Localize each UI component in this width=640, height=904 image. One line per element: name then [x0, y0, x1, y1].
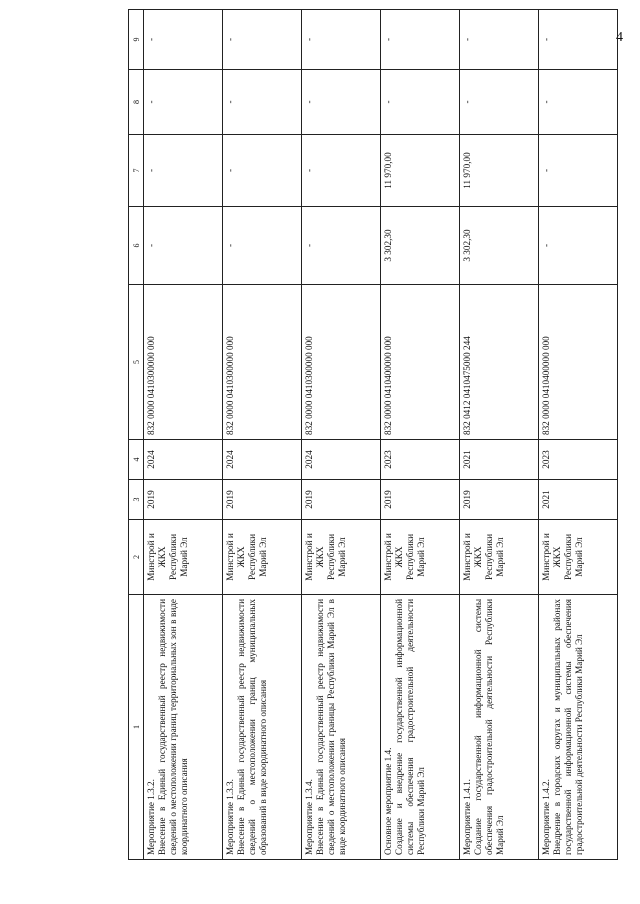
budget-code-cell: 832 0000 0410300000 000 — [223, 285, 302, 440]
table-row — [539, 10, 618, 860]
measure-title: Мероприятие 1.3.2. — [146, 779, 156, 855]
measure-text: Внесение в Единый государственный реестр недвижимости сведений о местоположении границ территориальных зон в виде координатного описания — [157, 599, 189, 855]
end-year-cell: 2021 — [460, 440, 539, 480]
column-header: 3 — [129, 480, 144, 520]
value-cell-6: - — [223, 207, 302, 285]
column-header: 7 — [129, 135, 144, 207]
column-header: 4 — [129, 440, 144, 480]
table-row — [144, 10, 223, 860]
executor-cell: Минстрой и ЖКХ Республики Марий Эл — [223, 520, 302, 595]
table-row — [460, 10, 539, 860]
value-cell-9: - — [460, 10, 539, 70]
value-cell-9: - — [223, 10, 302, 70]
value-cell-7: - — [144, 135, 223, 207]
end-year-cell: 2024 — [144, 440, 223, 480]
value-cell-6: - — [302, 207, 381, 285]
end-year-cell: 2024 — [223, 440, 302, 480]
value-cell-8: - — [381, 70, 460, 135]
value-cell-7: - — [223, 135, 302, 207]
value-cell-8: - — [539, 70, 618, 135]
value-cell-6: 3 302,30 — [381, 207, 460, 285]
column-header: 6 — [129, 207, 144, 285]
table-row — [223, 10, 302, 860]
measure-cell — [460, 595, 539, 860]
start-year-cell: 2019 — [144, 480, 223, 520]
column-header: 5 — [129, 285, 144, 440]
measure-text: Внедрение в городских округах и муниципальных районах государственной информационной системы обеспечения градостроительной деятельности Республики Марий Эл — [552, 599, 584, 855]
measure-title: Мероприятие 1.4.2. — [541, 779, 551, 855]
value-cell-8: - — [144, 70, 223, 135]
value-cell-9: - — [381, 10, 460, 70]
page-number: 4 — [616, 30, 623, 45]
start-year-cell: 2019 — [302, 480, 381, 520]
table-row — [302, 10, 381, 860]
end-year-cell: 2023 — [539, 440, 618, 480]
start-year-cell: 2019 — [381, 480, 460, 520]
end-year-cell: 2024 — [302, 440, 381, 480]
value-cell-9: - — [144, 10, 223, 70]
measure-title: Основное мероприятие 1.4. — [383, 747, 393, 855]
budget-code-cell: 832 0000 0410400000 000 — [539, 285, 618, 440]
measure-title: Мероприятие 1.3.3. — [225, 779, 235, 855]
measure-text: Внесение в Единый государственный реестр недвижимости сведений о местоположении границ муниципальных образований в виде координатного описания — [236, 599, 268, 855]
measure-cell — [223, 595, 302, 860]
value-cell-7: 11 970,00 — [381, 135, 460, 207]
value-cell-6: - — [539, 207, 618, 285]
budget-code-cell: 832 0000 0410300000 000 — [144, 285, 223, 440]
value-cell-9: - — [302, 10, 381, 70]
budget-code-cell: 832 0412 0410475000 244 — [460, 285, 539, 440]
measure-text: Создание и внедрение государственной информационной системы обеспечения градостроительной деятельности Республики Марий Эл — [394, 599, 426, 855]
measure-cell — [144, 595, 223, 860]
column-header: 2 — [129, 520, 144, 595]
value-cell-7: - — [302, 135, 381, 207]
value-cell-7: 11 970,00 — [460, 135, 539, 207]
measure-title: Мероприятие 1.3.4. — [304, 779, 314, 855]
header-row — [129, 10, 144, 860]
measure-text: Создание государственной информационной системы обеспечения градостроительной деятельности Республики Марий Эл — [473, 599, 505, 855]
table-row — [381, 10, 460, 860]
value-cell-8: - — [460, 70, 539, 135]
rotated-table-container — [128, 10, 618, 860]
measure-cell — [302, 595, 381, 860]
value-cell-8: - — [302, 70, 381, 135]
measure-title: Мероприятие 1.4.1. — [462, 779, 472, 855]
budget-code-cell: 832 0000 0410400000 000 — [381, 285, 460, 440]
value-cell-9: - — [539, 10, 618, 70]
program-table — [128, 9, 618, 860]
executor-cell: Минстрой и ЖКХ Республики Марий Эл — [144, 520, 223, 595]
executor-cell: Минстрой и ЖКХ Республики Марий Эл — [302, 520, 381, 595]
start-year-cell: 2019 — [460, 480, 539, 520]
column-header: 8 — [129, 70, 144, 135]
start-year-cell: 2021 — [539, 480, 618, 520]
column-header: 1 — [129, 595, 144, 860]
end-year-cell: 2023 — [381, 440, 460, 480]
executor-cell: Минстрой и ЖКХ Республики Марий Эл — [381, 520, 460, 595]
value-cell-6: - — [144, 207, 223, 285]
value-cell-6: 3 302,30 — [460, 207, 539, 285]
column-header: 9 — [129, 10, 144, 70]
value-cell-8: - — [223, 70, 302, 135]
executor-cell: Минстрой и ЖКХ Республики Марий Эл — [539, 520, 618, 595]
measure-text: Внесение в Единый государственный реестр недвижимости сведений о местоположении границы Республики Марий Эл в виде координатного описания — [315, 599, 347, 855]
measure-cell — [539, 595, 618, 860]
executor-cell: Минстрой и ЖКХ Республики Марий Эл — [460, 520, 539, 595]
budget-code-cell: 832 0000 0410300000 000 — [302, 285, 381, 440]
measure-cell — [381, 595, 460, 860]
value-cell-7: - — [539, 135, 618, 207]
start-year-cell: 2019 — [223, 480, 302, 520]
